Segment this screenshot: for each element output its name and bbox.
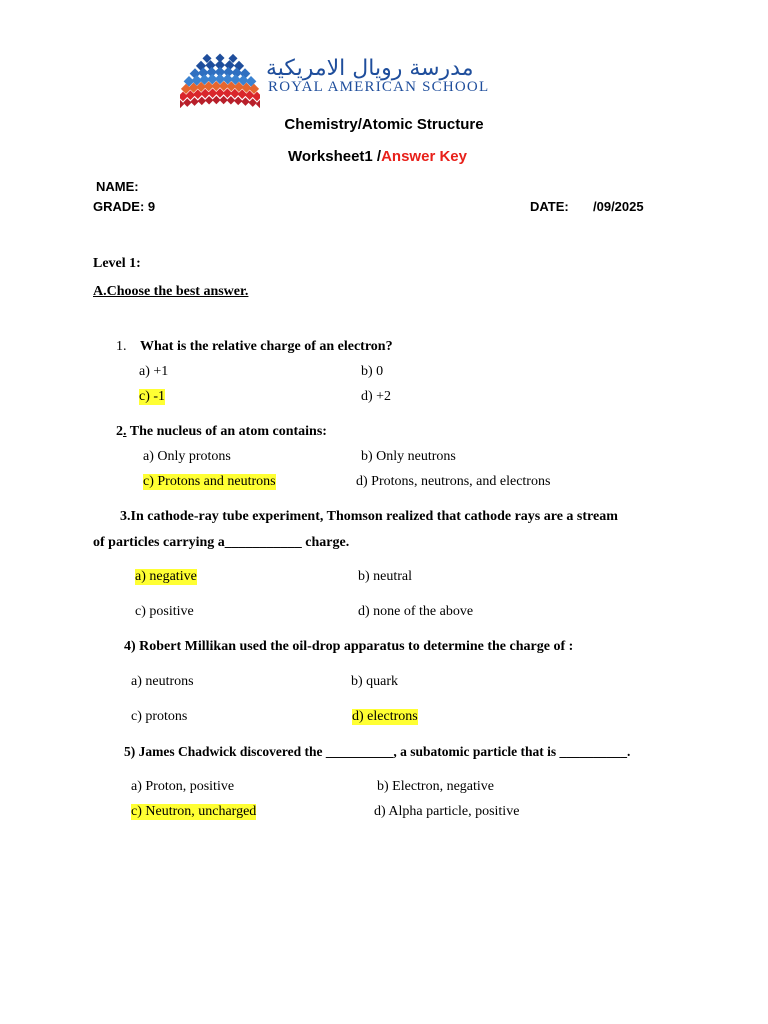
question-5-text: 5) James Chadwick discovered the __________, a subatomic particle that is __________. — [124, 744, 631, 759]
question-1-option-d: d) +2 — [361, 389, 392, 404]
question-5-option-b: b) Electron, negative — [377, 779, 495, 794]
question-2-number: 2 — [116, 424, 123, 439]
worksheet-number: Worksheet1 / — [288, 148, 382, 165]
grade-label: GRADE: 9 — [93, 199, 156, 214]
question-2-option-a: a) Only protons — [143, 449, 231, 464]
section-heading: A.Choose the best answer. — [93, 284, 249, 299]
question-3-text-line-1: 3.In cathode-ray tube experiment, Thomson realized that cathode rays are a stream — [120, 509, 618, 524]
answer-key-label: Answer Key — [381, 148, 467, 165]
question-2-body: The nucleus of an atom contains: — [126, 424, 327, 439]
date-label: DATE: — [530, 199, 569, 214]
question-2-number-dot: . — [123, 424, 127, 439]
worksheet-title: Chemistry/Atomic Structure — [284, 116, 484, 133]
school-name-english: ROYAL AMERICAN SCHOOL — [268, 79, 490, 95]
school-logo-icon — [180, 52, 260, 108]
date-value: /09/2025 — [593, 199, 644, 214]
question-3-option-c: c) positive — [135, 604, 194, 619]
question-3-option-d: d) none of the above — [358, 604, 474, 619]
logo-tile — [256, 100, 260, 108]
question-2-option-b: b) Only neutrons — [361, 449, 456, 464]
question-4-option-c: c) protons — [131, 709, 188, 724]
question-1-option-a: a) +1 — [139, 364, 169, 379]
school-name-arabic: مدرسة رويال الامريكية — [266, 56, 474, 81]
question-2-option-d: d) Protons, neutrons, and electrons — [356, 474, 551, 489]
question-1-text: What is the relative charge of an electron? — [140, 339, 393, 354]
question-3-option-a-answer: a) negative — [135, 569, 197, 584]
question-3-text-line-2: of particles carrying a___________ charge. — [93, 535, 350, 550]
question-4-option-d-answer: d) electrons — [352, 709, 418, 724]
question-5-option-a: a) Proton, positive — [131, 779, 235, 794]
question-2-text — [116, 424, 327, 440]
level-heading: Level 1: — [93, 256, 141, 271]
name-label: NAME: — [96, 179, 139, 194]
question-2-option-c-answer: c) Protons and neutrons — [143, 474, 276, 489]
question-4-option-a: a) neutrons — [131, 674, 194, 689]
question-5-option-d: d) Alpha particle, positive — [374, 804, 520, 819]
question-4-option-b: b) quark — [351, 674, 399, 689]
logo-tile — [180, 100, 184, 108]
question-5-option-c-answer: c) Neutron, uncharged — [131, 804, 257, 819]
question-3-option-b: b) neutral — [358, 569, 413, 584]
question-1-number: 1. — [116, 339, 127, 354]
question-1-option-b: b) 0 — [361, 364, 384, 379]
question-1-option-c-answer: c) -1 — [139, 389, 166, 404]
worksheet-subtitle — [288, 148, 467, 165]
question-4-text: 4) Robert Millikan used the oil-drop apparatus to determine the charge of : — [124, 639, 574, 654]
